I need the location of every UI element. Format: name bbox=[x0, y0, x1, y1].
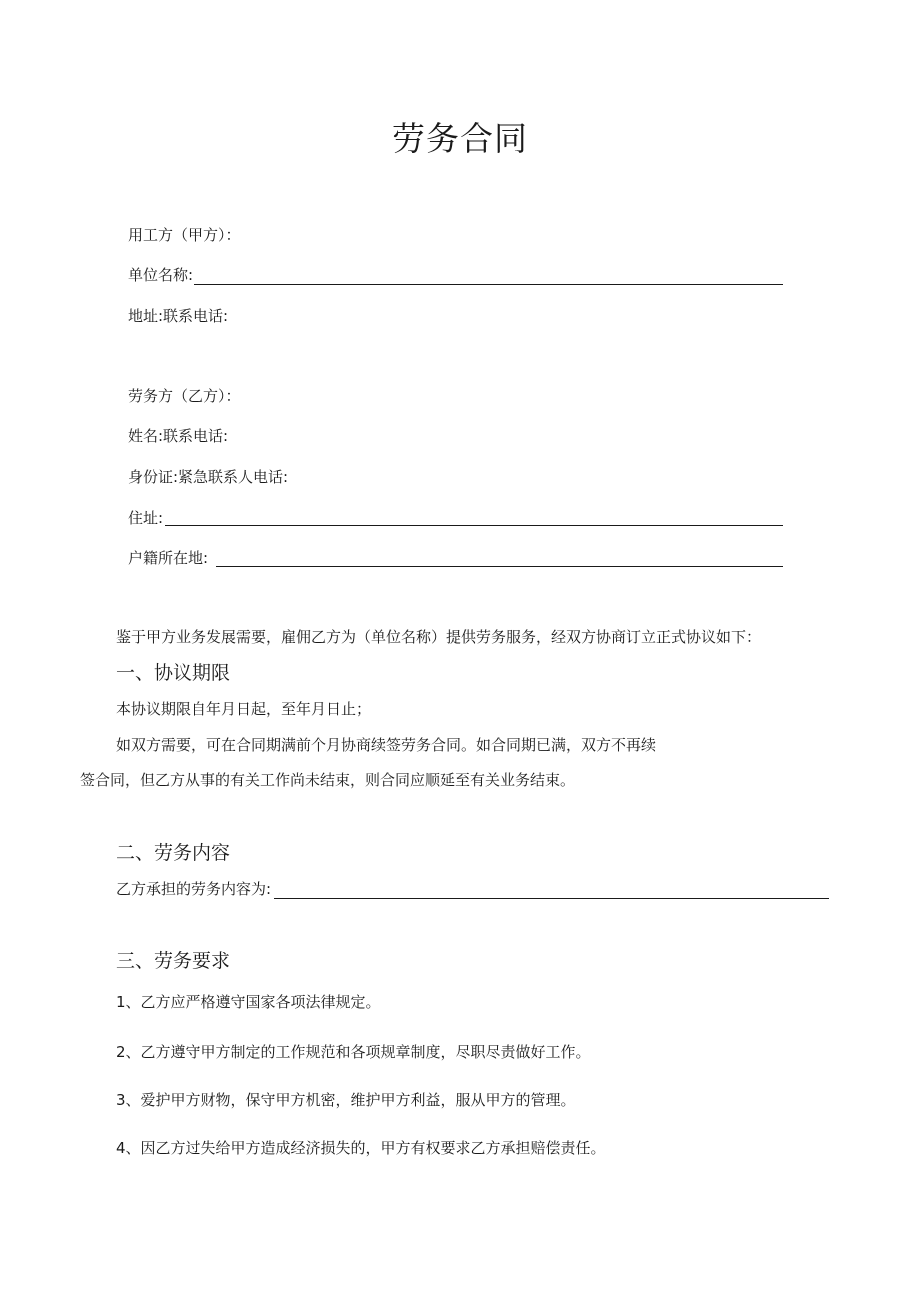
section1-heading: 一、协议期限 bbox=[116, 662, 231, 684]
section2-heading: 二、劳务内容 bbox=[116, 842, 231, 864]
section1-para2-line2: 签合同，但乙方从事的有关工作尚未结束，则合同应顺延至有关业务结束。 bbox=[80, 771, 576, 789]
residence-label: 住址: bbox=[128, 509, 164, 527]
preamble: 鉴于甲方业务发展需要，雇佣乙方为（单位名称）提供劳务服务，经双方协商订立正式协议如下： bbox=[116, 628, 762, 646]
requirement-item: 1、乙方应严格遵守国家各项法律规定。 bbox=[116, 993, 381, 1011]
party-b-header: 劳务方（乙方）： bbox=[128, 387, 241, 405]
labor-content-label: 乙方承担的劳务内容为: bbox=[116, 880, 272, 898]
requirement-item: 4、因乙方过失给甲方造成经济损失的，甲方有权要求乙方承担赔偿责任。 bbox=[116, 1139, 606, 1157]
name-phone-label: 姓名:联系电话: bbox=[128, 427, 229, 445]
party-a-header: 用工方（甲方）： bbox=[128, 226, 241, 244]
residence-blank-line bbox=[165, 525, 783, 526]
section1-para2-line1: 如双方需要，可在合同期满前个月协商续签劳务合同。如合同期已满，双方不再续 bbox=[116, 736, 657, 754]
household-blank-line bbox=[216, 566, 783, 567]
unit-name-blank-line bbox=[194, 284, 783, 285]
section1-para1: 本协议期限自年月日起，至年月日止； bbox=[116, 700, 372, 718]
household-label: 户籍所在地: bbox=[128, 549, 209, 567]
id-emergency-label: 身份证:紧急联系人电话: bbox=[128, 468, 289, 486]
unit-name-label: 单位名称: bbox=[128, 266, 194, 284]
labor-content-blank-line bbox=[274, 898, 829, 899]
section3-heading: 三、劳务要求 bbox=[116, 950, 231, 972]
document-title: 劳务合同 bbox=[392, 119, 528, 158]
requirement-item: 2、乙方遵守甲方制定的工作规范和各项规章制度，尽职尽责做好工作。 bbox=[116, 1043, 591, 1061]
requirement-item: 3、爱护甲方财物，保守甲方机密，维护甲方利益，服从甲方的管理。 bbox=[116, 1091, 576, 1109]
address-phone-label: 地址:联系电话: bbox=[128, 307, 229, 325]
